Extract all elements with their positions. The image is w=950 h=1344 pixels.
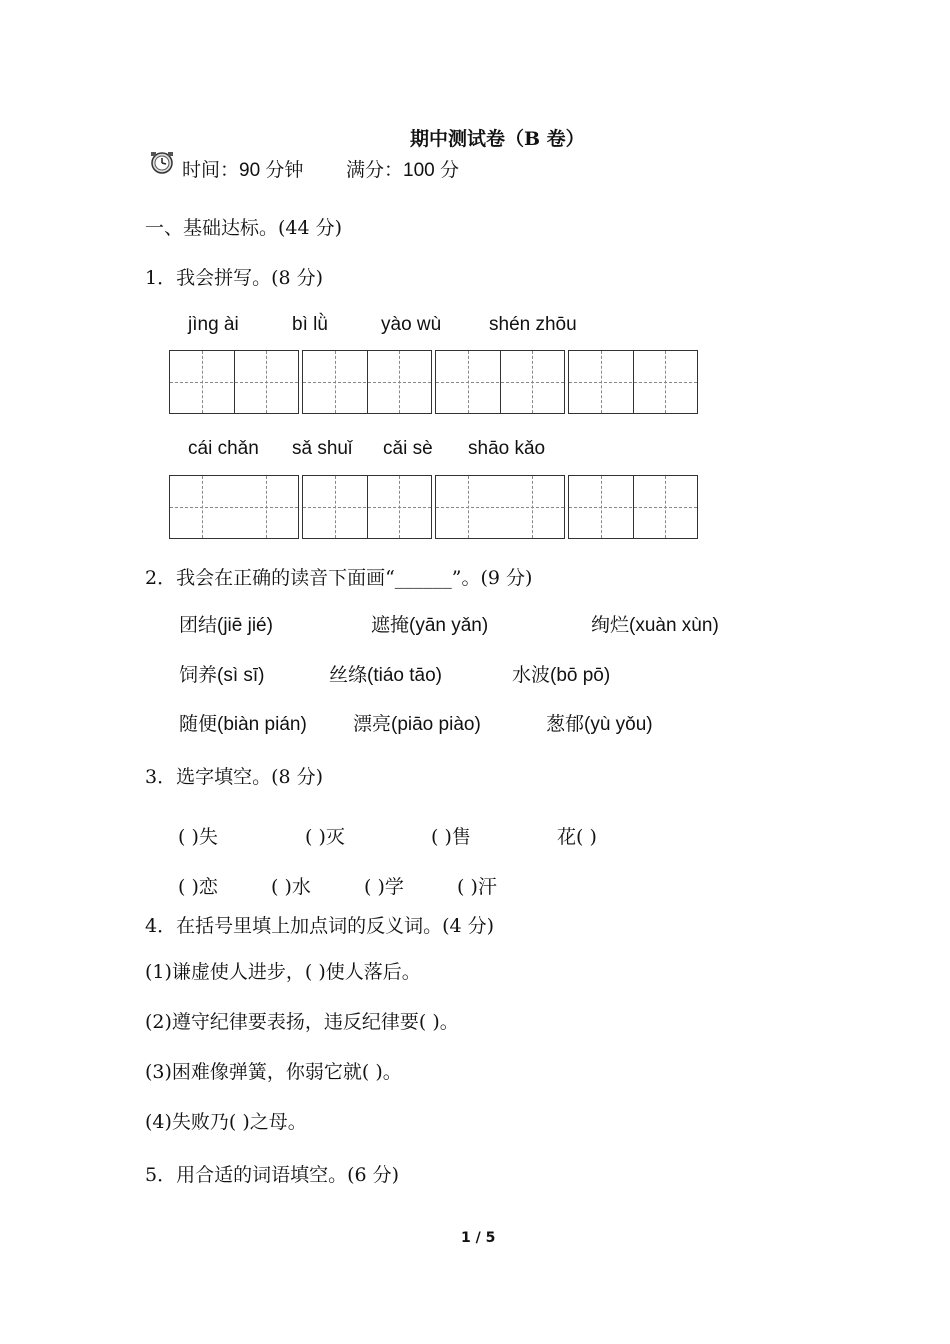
reading-choice[interactable]: 随便(biàn pián) (179, 714, 307, 735)
page-number: 1 / 5 (461, 1230, 496, 1246)
time-label: 时间：90 分钟 (182, 160, 304, 181)
pinyin-label: sǎ shuǐ (292, 438, 353, 459)
antonym-item[interactable]: (1)谦虚使人进步，( )使人落后。 (145, 961, 421, 983)
antonym-item[interactable]: (2)遵守纪律要表扬，违反纪律要( )。 (145, 1011, 459, 1033)
writing-box[interactable] (169, 475, 299, 539)
writing-grid-row-2 (169, 475, 698, 539)
reading-choice[interactable]: 葱郁(yù yǒu) (546, 714, 653, 735)
reading-choice[interactable]: 丝绦(tiáo tāo) (329, 665, 442, 686)
pinyin-label: jìng ài (188, 314, 239, 335)
question-3-prompt: 3．选字填空。(8 分) (145, 766, 324, 788)
question-5-prompt: 5．用合适的词语填空。(6 分) (145, 1164, 400, 1186)
pinyin-label: cǎi sè (383, 438, 433, 459)
fill-blank[interactable]: ( )水 (271, 876, 311, 898)
pinyin-label: shāo kǎo (468, 438, 546, 459)
question-2-prompt: 2．我会在正确的读音下面画“______”。(9 分) (145, 567, 533, 589)
reading-choice[interactable]: 遮掩(yān yǎn) (371, 615, 489, 636)
writing-box[interactable] (568, 475, 698, 539)
clock-icon (148, 150, 176, 176)
fill-blank[interactable]: ( )售 (431, 826, 471, 848)
fill-blank[interactable]: ( )恋 (178, 876, 218, 898)
fill-blank[interactable]: ( )学 (364, 876, 404, 898)
writing-grid-row-1 (169, 350, 698, 414)
reading-choice[interactable]: 团结(jiē jié) (179, 615, 273, 636)
writing-box[interactable] (568, 350, 698, 414)
reading-choice[interactable]: 饲养(sì sī) (179, 665, 265, 686)
pinyin-label: yào wù (381, 314, 442, 335)
score-label: 满分：100 分 (346, 160, 459, 181)
page-title: 期中测试卷（B 卷） (410, 128, 585, 150)
pinyin-label: bì lǜ (292, 314, 328, 335)
writing-box[interactable] (169, 350, 299, 414)
fill-blank[interactable]: ( )失 (178, 826, 218, 848)
section-heading: 一、基础达标。(44 分) (145, 217, 343, 239)
fill-blank[interactable]: ( )汗 (457, 876, 497, 898)
pinyin-label: shén zhōu (489, 314, 577, 335)
fill-blank[interactable]: 花( ) (557, 826, 597, 848)
pinyin-label: cái chǎn (188, 438, 259, 459)
question-1-prompt: 1．我会拼写。(8 分) (145, 267, 324, 289)
antonym-item[interactable]: (3)困难像弹簧，你弱它就( )。 (145, 1061, 402, 1083)
antonym-item[interactable]: (4)失败乃( )之母。 (145, 1111, 307, 1133)
question-4-prompt: 4．在括号里填上加点词的反义词。(4 分) (145, 915, 495, 937)
fill-blank[interactable]: ( )灭 (305, 826, 345, 848)
writing-box[interactable] (435, 475, 565, 539)
reading-choice[interactable]: 水波(bō pō) (512, 665, 611, 686)
writing-box[interactable] (302, 350, 432, 414)
reading-choice[interactable]: 漂亮(piāo piào) (353, 714, 481, 735)
reading-choice[interactable]: 绚烂(xuàn xùn) (591, 615, 719, 636)
writing-box[interactable] (302, 475, 432, 539)
writing-box[interactable] (435, 350, 565, 414)
